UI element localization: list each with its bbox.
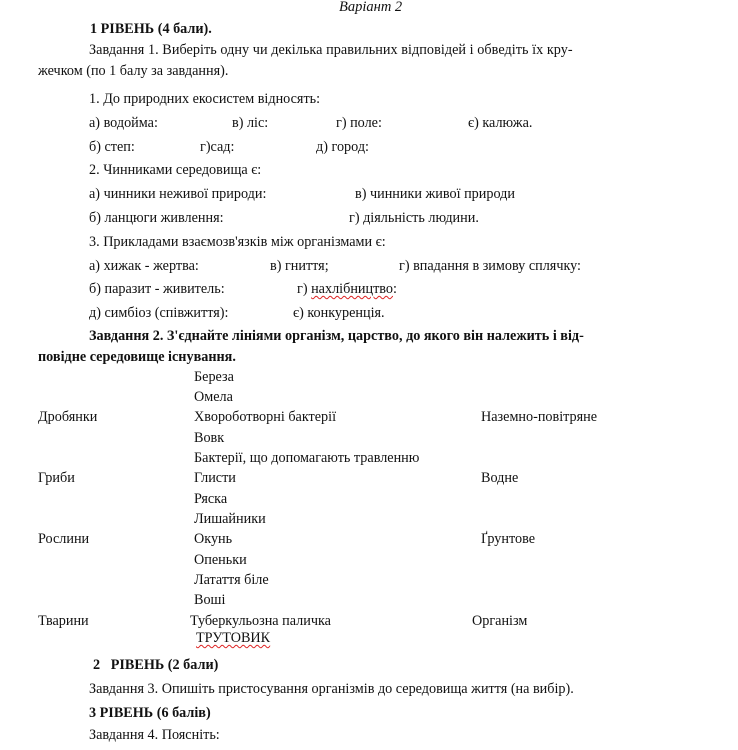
q1-option-d: д) город: bbox=[316, 139, 369, 155]
kingdom: Дробянки bbox=[38, 409, 98, 425]
task4-text: Завдання 4. Поясніть: bbox=[89, 727, 220, 743]
q3-option-v: в) гниття; bbox=[270, 258, 329, 274]
q1-option-a: а) водойма: bbox=[89, 115, 158, 131]
organism: Опеньки bbox=[194, 552, 247, 568]
organism: Воші bbox=[194, 592, 226, 608]
organism: Береза bbox=[194, 369, 234, 385]
q2-option-b: б) ланцюги живлення: bbox=[89, 210, 224, 226]
organism: Туберкульозна паличка bbox=[190, 613, 331, 629]
q2-option-v: в) чинники живої природи bbox=[355, 186, 515, 202]
q3-option-ye: є) конкуренція. bbox=[293, 305, 385, 321]
q2-option-g: г) діяльність людини. bbox=[349, 210, 479, 226]
environment: Наземно-повітряне bbox=[481, 409, 598, 425]
task2-line1: Завдання 2. З'єднайте лініями організм, царство, до якого він належить і від- bbox=[89, 328, 584, 344]
q1-option-ye: є) калюжа. bbox=[468, 115, 533, 131]
task2-line2: повідне середовище існування. bbox=[38, 349, 236, 365]
spellcheck-word: нахлібництво bbox=[311, 281, 393, 297]
task1-line2: жечком (по 1 балу за завдання). bbox=[38, 63, 229, 79]
environment: Водне bbox=[481, 470, 519, 486]
task1-line1: Завдання 1. Виберіть одну чи декілька правильних відповідей і обведіть їх кру- bbox=[89, 42, 573, 58]
organism: Глисти bbox=[194, 470, 236, 486]
q2-option-a: а) чинники неживої природи: bbox=[89, 186, 267, 202]
variant-title: Варіант 2 bbox=[339, 0, 403, 15]
q3-option-b: б) паразит - живитель: bbox=[89, 281, 225, 297]
organism: Бактерії, що допомагають травленню bbox=[194, 450, 420, 466]
kingdom: Рослини bbox=[38, 531, 90, 547]
organism: Лишайники bbox=[194, 511, 266, 527]
organism: Омела bbox=[194, 389, 233, 405]
environment: Організм bbox=[472, 613, 528, 629]
kingdom: Гриби bbox=[38, 470, 75, 486]
task3-text: Завдання 3. Опишіть пристосування організмів до середовища життя (на вибір). bbox=[89, 681, 574, 697]
organism: Окунь bbox=[194, 531, 233, 547]
q3-option-a: а) хижак - жертва: bbox=[89, 258, 199, 274]
q1-option-g: г) поле: bbox=[336, 115, 382, 131]
organism: Ряска bbox=[194, 491, 228, 507]
q2-question: 2. Чинниками середовища є: bbox=[89, 162, 262, 178]
level2-heading: 2 РІВЕНЬ (2 бали) bbox=[93, 657, 219, 673]
q3-option-g: г) впадання в зимову сплячку: bbox=[399, 258, 581, 274]
level3-heading: 3 РІВЕНЬ (6 балів) bbox=[89, 705, 211, 721]
kingdom: Тварини bbox=[38, 613, 89, 629]
organism: Латаття біле bbox=[194, 572, 269, 588]
environment: Ґрунтове bbox=[481, 531, 535, 547]
q1-option-b: б) степ: bbox=[89, 139, 135, 155]
q3-option-d: д) симбіоз (співжиття): bbox=[89, 305, 229, 321]
q1-option-g2: г)сад: bbox=[200, 139, 235, 155]
organism: Вовк bbox=[194, 430, 225, 446]
organism: ТРУТОВИК bbox=[196, 630, 271, 646]
q1-option-v: в) ліс: bbox=[232, 115, 269, 131]
level1-heading: 1 РІВЕНЬ (4 бали). bbox=[90, 21, 212, 37]
q3-option-g2: г) нахлібництво: bbox=[297, 281, 397, 297]
q3-question: 3. Прикладами взаємозв'язків між організмами є: bbox=[89, 234, 386, 250]
organism: Хвороботворні бактерії bbox=[194, 409, 337, 425]
q1-question: 1. До природних екосистем відносять: bbox=[89, 91, 321, 107]
